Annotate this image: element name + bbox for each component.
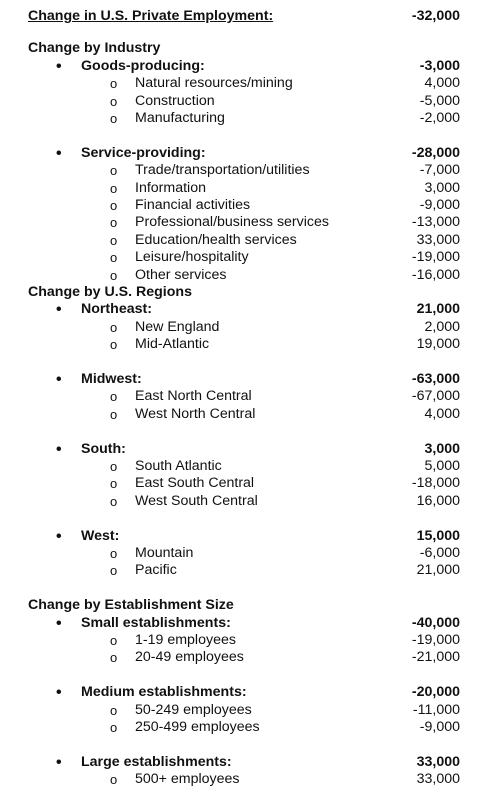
circle-bullet-icon: o	[110, 93, 118, 109]
section-heading: Change by Establishment Size	[28, 597, 234, 614]
item-label: East North Central	[135, 388, 252, 405]
circle-bullet-icon: o	[110, 76, 118, 92]
bullet-icon: •	[56, 144, 62, 162]
item-value: -13,000	[411, 214, 460, 231]
item-row	[0, 93, 500, 110]
circle-bullet-icon: o	[110, 563, 118, 579]
item-row	[0, 632, 500, 649]
item-label: Natural resources/mining	[135, 75, 293, 92]
circle-bullet-icon: o	[110, 250, 118, 266]
item-value: 33,000	[416, 771, 460, 788]
circle-bullet-icon: o	[110, 406, 118, 422]
item-label: New England	[135, 318, 220, 335]
item-value: -7,000	[419, 162, 460, 179]
bullet-icon: •	[56, 301, 62, 319]
bullet-icon: •	[56, 753, 62, 771]
item-row	[0, 771, 500, 788]
item-label: West South Central	[135, 492, 258, 509]
item-value: -19,000	[411, 249, 460, 266]
item-label: Mid-Atlantic	[135, 336, 210, 353]
item-label: 500+ employees	[135, 771, 240, 788]
item-row	[0, 719, 500, 736]
item-value: 4,000	[424, 75, 460, 92]
item-label: 1-19 employees	[135, 632, 236, 648]
item-value: -18,000	[411, 475, 460, 492]
item-label: 50-249 employees	[135, 701, 252, 718]
item-label: 20-49 employees	[135, 649, 244, 666]
circle-bullet-icon: o	[110, 180, 118, 196]
item-value: -11,000	[412, 701, 460, 718]
item-label: Education/health services	[135, 231, 297, 248]
item-row	[0, 493, 500, 510]
group-value: -20,000	[411, 684, 460, 701]
item-row	[0, 110, 500, 127]
circle-bullet-icon: o	[110, 459, 118, 474]
circle-bullet-icon: o	[110, 198, 118, 213]
group-label: Small establishments:	[81, 614, 231, 631]
bullet-icon: •	[56, 440, 62, 458]
item-value: 16,000	[416, 492, 460, 509]
group-row	[0, 58, 500, 75]
circle-bullet-icon: o	[110, 476, 118, 492]
group-label: Service-providing:	[81, 144, 206, 161]
circle-bullet-icon: o	[110, 163, 118, 179]
bullet-icon: •	[56, 57, 62, 75]
item-row	[0, 319, 500, 336]
report-title-row	[0, 8, 500, 25]
item-value: -9,000	[419, 197, 460, 213]
item-value: 19,000	[416, 336, 460, 353]
group-value: 21,000	[416, 301, 460, 318]
item-label: Mountain	[135, 545, 194, 561]
group-label: West:	[81, 527, 120, 544]
group-row	[0, 371, 500, 388]
item-row	[0, 267, 500, 284]
circle-bullet-icon: o	[110, 111, 118, 126]
group-label: Northeast:	[81, 301, 152, 318]
group-row	[0, 754, 500, 771]
group-row	[0, 441, 500, 458]
group-label: Large establishments:	[81, 753, 232, 770]
item-value: -67,000	[411, 388, 460, 405]
item-row	[0, 214, 500, 231]
item-label: Trade/transportation/utilities	[135, 162, 310, 179]
item-row	[0, 649, 500, 666]
item-row	[0, 458, 500, 475]
section-heading-row	[0, 40, 500, 57]
item-label: Financial activities	[135, 197, 251, 213]
group-value: -63,000	[411, 371, 460, 387]
item-row	[0, 336, 500, 353]
report-title-value: -32,000	[411, 8, 460, 24]
item-row	[0, 702, 500, 719]
section-heading: Change by Industry	[28, 40, 161, 57]
circle-bullet-icon: o	[110, 633, 118, 648]
item-value: 2,000	[424, 318, 460, 335]
item-label: Professional/business services	[135, 214, 329, 231]
bullet-icon: •	[56, 684, 62, 702]
item-row	[0, 545, 500, 562]
group-row	[0, 684, 500, 701]
item-label: East South Central	[135, 475, 255, 492]
section-heading-row	[0, 597, 500, 614]
group-label: Medium establishments:	[81, 684, 247, 701]
item-value: 4,000	[424, 405, 460, 422]
circle-bullet-icon: o	[110, 389, 118, 405]
item-value: 3,000	[424, 179, 460, 196]
circle-bullet-icon: o	[110, 337, 118, 353]
group-label: Goods-producing:	[81, 57, 205, 74]
circle-bullet-icon: o	[110, 650, 118, 666]
circle-bullet-icon: o	[110, 267, 118, 283]
item-row	[0, 406, 500, 423]
group-value: -40,000	[411, 614, 460, 631]
circle-bullet-icon: o	[110, 546, 118, 561]
group-value: 15,000	[416, 527, 460, 544]
group-value: 3,000	[424, 440, 460, 457]
item-label: Other services	[135, 266, 227, 283]
item-value: -19,000	[411, 632, 460, 648]
item-value: -5,000	[419, 92, 460, 109]
item-value: 5,000	[424, 458, 460, 474]
item-row	[0, 388, 500, 405]
item-value: -6,000	[419, 545, 460, 561]
item-value: -21,000	[411, 649, 460, 666]
item-label: Pacific	[135, 562, 177, 579]
group-row	[0, 528, 500, 545]
bullet-icon: •	[56, 614, 62, 632]
group-value: 33,000	[416, 753, 460, 770]
circle-bullet-icon: o	[110, 319, 118, 335]
item-row	[0, 562, 500, 579]
item-row	[0, 232, 500, 249]
bullet-icon: •	[56, 527, 62, 545]
item-row	[0, 249, 500, 266]
circle-bullet-icon: o	[110, 720, 118, 735]
group-label: South:	[81, 440, 126, 457]
section-heading-row	[0, 284, 500, 301]
item-label: South Atlantic	[135, 458, 222, 474]
circle-bullet-icon: o	[110, 493, 118, 509]
item-value: 33,000	[416, 231, 460, 248]
item-label: Leisure/hospitality	[135, 249, 249, 266]
circle-bullet-icon: o	[110, 215, 118, 231]
item-label: West North Central	[135, 405, 256, 422]
group-row	[0, 145, 500, 162]
group-value: -28,000	[411, 144, 460, 161]
item-label: Construction	[135, 92, 215, 109]
group-label: Midwest:	[81, 371, 142, 387]
item-value: -2,000	[419, 110, 460, 126]
item-value: -9,000	[419, 719, 460, 735]
circle-bullet-icon: o	[110, 772, 118, 788]
item-value: 21,000	[416, 562, 460, 579]
item-row	[0, 197, 500, 214]
circle-bullet-icon: o	[110, 702, 118, 718]
item-label: Manufacturing	[135, 110, 225, 126]
item-row	[0, 75, 500, 92]
section-heading: Change by U.S. Regions	[28, 284, 192, 300]
report-title: Change in U.S. Private Employment:	[28, 8, 274, 24]
circle-bullet-icon: o	[110, 232, 118, 248]
group-value: -3,000	[419, 57, 460, 74]
bullet-icon: •	[56, 371, 62, 388]
item-value: -16,000	[411, 266, 460, 283]
item-label: Information	[135, 179, 206, 196]
group-row	[0, 615, 500, 632]
group-row	[0, 301, 500, 318]
item-row	[0, 180, 500, 197]
item-row	[0, 475, 500, 492]
item-row	[0, 162, 500, 179]
item-label: 250-499 employees	[135, 719, 260, 735]
